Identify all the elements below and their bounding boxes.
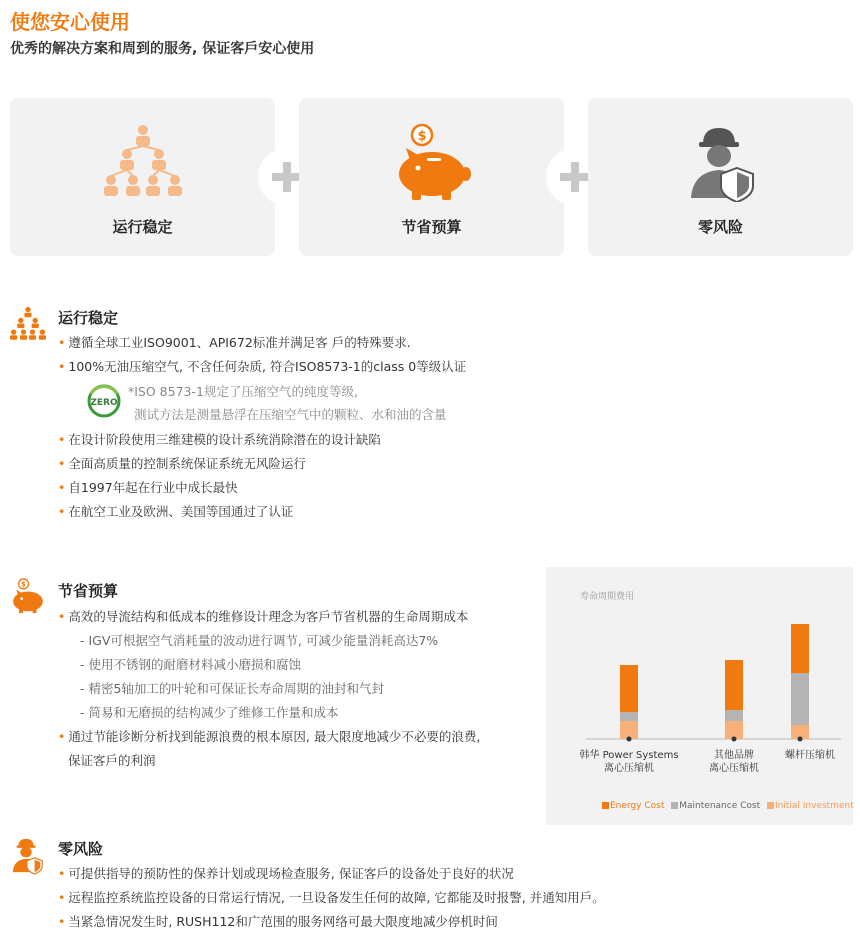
svg-text:$: $ xyxy=(416,129,427,144)
piggy-bank-icon xyxy=(392,122,472,202)
chart-plot xyxy=(546,567,853,825)
bar-segment xyxy=(791,673,809,725)
bar-segment xyxy=(725,721,743,739)
list-item-continuation: 保证客戶的利润 xyxy=(68,753,156,768)
axis-tick-dot xyxy=(798,737,803,742)
lifecycle-cost-chart xyxy=(546,567,853,825)
legend-item: Maintenance Cost xyxy=(671,801,760,811)
chart-title: 寿命周期费用 xyxy=(580,592,635,602)
card-budget xyxy=(299,98,564,256)
list-item: • 遵循全球工业ISO9001、API672标准并满足客 戶的特殊要求. xyxy=(58,335,411,350)
axis-tick-dot xyxy=(732,737,737,742)
card-label: 运行稳定 xyxy=(112,218,173,236)
card-label: 零风险 xyxy=(697,218,743,236)
bar-segment xyxy=(791,624,809,673)
bar-segment xyxy=(725,710,743,721)
list-item: • 在航空工业及欧洲、美国等国通过了认证 xyxy=(58,504,294,519)
section-title-stable: 运行稳定 xyxy=(58,309,119,327)
list-item: • 高效的导流结构和低成本的维修设计理念为客戶节省机器的生命周期成本 xyxy=(58,609,469,624)
legend-item: Energy Cost xyxy=(602,801,664,811)
bar-segment xyxy=(620,665,638,712)
card-stable xyxy=(10,98,275,256)
list-item: • 全面高质量的控制系统保证系统无风险运行 xyxy=(58,456,306,471)
bar-segment xyxy=(620,721,638,739)
sub-item: - 使用不锈钢的耐磨材料减小磨损和腐蚀 xyxy=(80,657,301,672)
list-item: • 远程监控系统监控设备的日常运行情况, 一旦设备发生任何的故障, 它都能及时报警, 并通知用戶。 xyxy=(58,890,605,905)
x-tick-label: 韩华 Power Systems 离心压缩机 xyxy=(579,750,679,774)
note-text: 测试方法是测量悬浮在压缩空气中的颗粒、水和油的含量 xyxy=(134,407,447,422)
sub-item: - IGV可根据空气消耗量的波动进行调节, 可减少能量消耗高达7% xyxy=(80,633,439,648)
note-text: *ISO 8573-1规定了压缩空气的纯度等级, xyxy=(128,384,358,399)
list-item: • 通过节能诊断分析找到能源浪费的根本原因, 最大限度地减少不必要的浪费, xyxy=(58,729,481,744)
org-chart-icon xyxy=(103,122,183,202)
x-tick-label: 螺杆压缩机 xyxy=(785,750,835,761)
list-item: • 在设计阶段使用三维建模的设计系统消除潜在的设计缺陷 xyxy=(58,432,381,447)
list-item: • 自1997年起在行业中成长最快 xyxy=(58,480,238,495)
legend-item: Initial Investment xyxy=(767,801,854,811)
org-chart-icon xyxy=(10,304,46,344)
page-subtitle: 优秀的解决方案和周到的服务, 保证客戶安心使用 xyxy=(10,41,315,57)
piggy-bank-icon xyxy=(10,578,46,614)
svg-text:ZERO: ZERO xyxy=(90,398,118,408)
chart-legend xyxy=(602,801,858,811)
sub-item: - 精密5轴加工的叶轮和可保证长寿命周期的油封和气封 xyxy=(80,681,384,696)
list-item: • 可提供指导的预防性的保养计划或现场检查服务, 保证客戶的设备处于良好的状况 xyxy=(58,866,514,881)
sub-item: - 简易和无磨损的结构减少了维修工作量和成本 xyxy=(80,705,339,720)
section-title-budget: 节省预算 xyxy=(58,582,119,600)
axis-tick-dot xyxy=(627,737,632,742)
section-title-risk: 零风险 xyxy=(58,840,104,858)
card-risk xyxy=(588,98,853,256)
zero-badge-icon xyxy=(86,384,122,418)
list-item: • 100%无油压缩空气, 不含任何杂质, 符合ISO8573-1的class 0等级认证 xyxy=(58,359,467,374)
worker-shield-icon xyxy=(681,122,761,202)
card-label: 节省预算 xyxy=(401,218,462,236)
page-title: 使您安心使用 xyxy=(10,10,130,34)
svg-text:$: $ xyxy=(21,580,26,589)
worker-shield-icon xyxy=(8,834,46,876)
bar-segment xyxy=(725,660,743,710)
bar-segment xyxy=(620,712,638,721)
x-tick-label: 其他品牌 离心压缩机 xyxy=(709,750,759,774)
list-item: • 当紧急情况发生时, RUSH112和广范围的服务网络可最大限度地减少停机时间 xyxy=(58,914,498,929)
